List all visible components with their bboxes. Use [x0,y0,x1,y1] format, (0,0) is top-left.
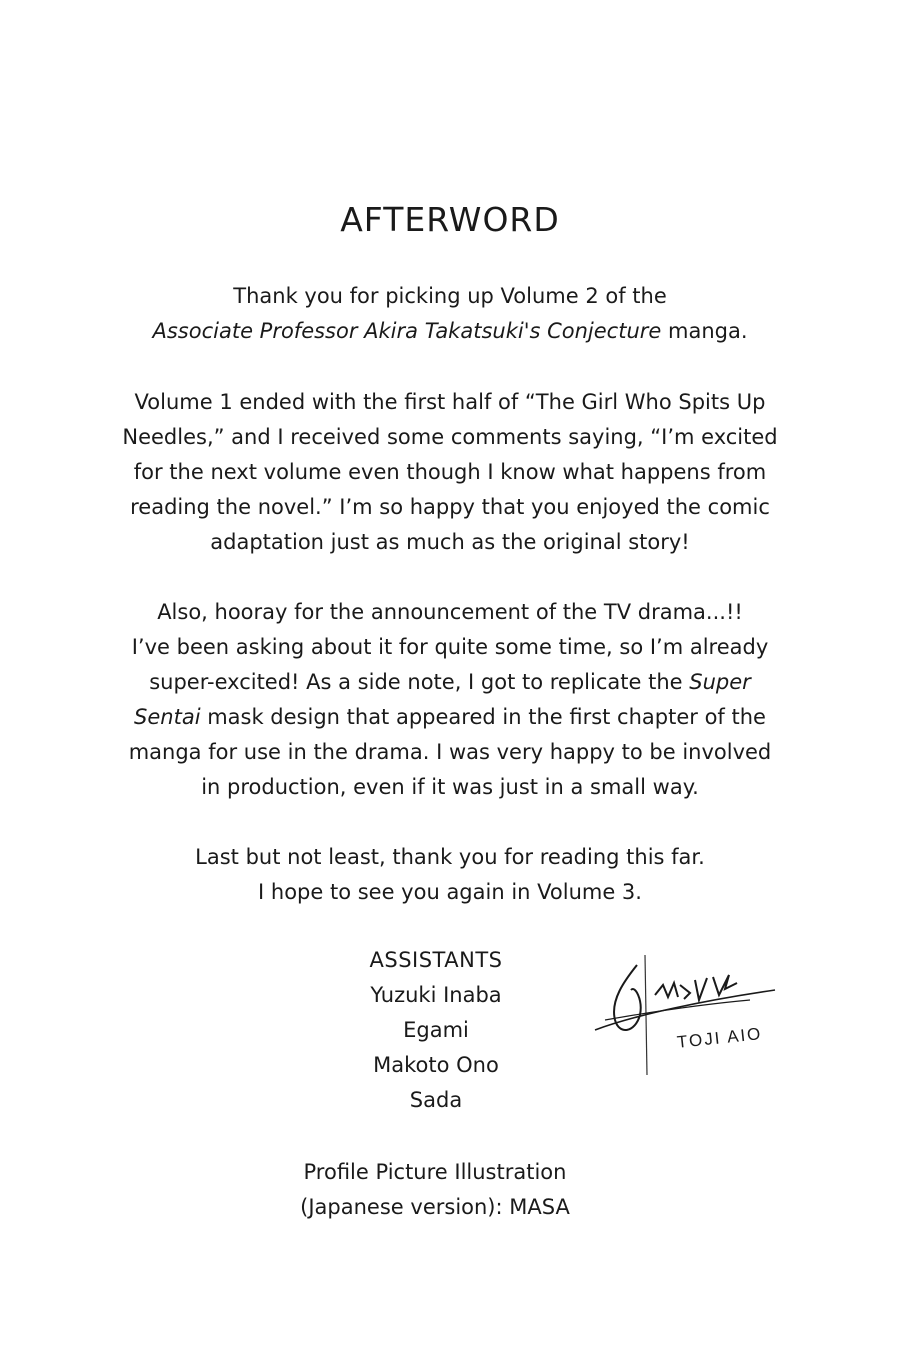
paragraph-1 [60,385,840,560]
intro-series-title: Associate Professor Akira Takatsuki's Conjecture [152,319,662,343]
assistant-name: Yuzuki Inaba [370,983,502,1007]
paragraph-3 [60,840,840,910]
paragraph-3-line: I hope to see you again in Volume 3. [258,880,642,904]
super-italic: Super [689,670,751,694]
assistant-name: Makoto Ono [373,1053,499,1077]
paragraph-2-line [60,700,840,735]
assistant-name: Sada [409,1088,463,1112]
sentai-italic: Sentai [134,705,201,729]
paragraph-1-line: reading the novel.” I’m so happy that you enjoyed the comic [130,495,770,519]
page-title: AFTERWORD [340,200,560,239]
intro-paragraph [60,279,840,349]
paragraph-2-line: manga for use in the drama. I was very happy to be involved [128,740,772,764]
profile-credit [235,1155,635,1225]
paragraph-2-line-4-rest: mask design that appeared in the first chapter of the [200,705,766,729]
paragraph-2-line [60,665,840,700]
paragraph-2-line: Also, hooray for the announcement of the TV drama...!! [157,600,743,624]
signature-stroke [655,975,737,1000]
assistant-name: Egami [403,1018,469,1042]
assistants-credits [286,943,586,1118]
intro-line-2 [60,314,840,349]
paragraph-2-line-3-start: super-excited! As a side note, I got to replicate the [149,670,690,694]
assistants-heading: ASSISTANTS [369,948,503,972]
intro-line-2-rest: manga. [661,319,748,343]
profile-credit-line: Profile Picture Illustration [303,1160,567,1184]
paragraph-2-line: I’ve been asking about it for quite some time, so I’m already [131,635,769,659]
signature-label: TOJI AIO [676,1024,764,1052]
intro-line-1: Thank you for picking up Volume 2 of the [233,284,667,308]
paragraph-2-line: in production, even if it was just in a small way. [201,775,699,799]
paragraph-3-line: Last but not least, thank you for reading this far. [195,845,705,869]
signature-stroke [595,990,775,1030]
profile-credit-line: (Japanese version): MASA [300,1195,570,1219]
paragraph-2 [60,595,840,805]
author-signature [585,945,785,1085]
paragraph-1-line: adaptation just as much as the original story! [210,530,690,554]
paragraph-1-line: for the next volume even though I know what happens from [133,460,767,484]
signature-stroke [605,1000,750,1020]
paragraph-1-line: Needles,” and I received some comments saying, “I’m excited [122,425,778,449]
paragraph-1-line: Volume 1 ended with the first half of “The Girl Who Spits Up [134,390,766,414]
